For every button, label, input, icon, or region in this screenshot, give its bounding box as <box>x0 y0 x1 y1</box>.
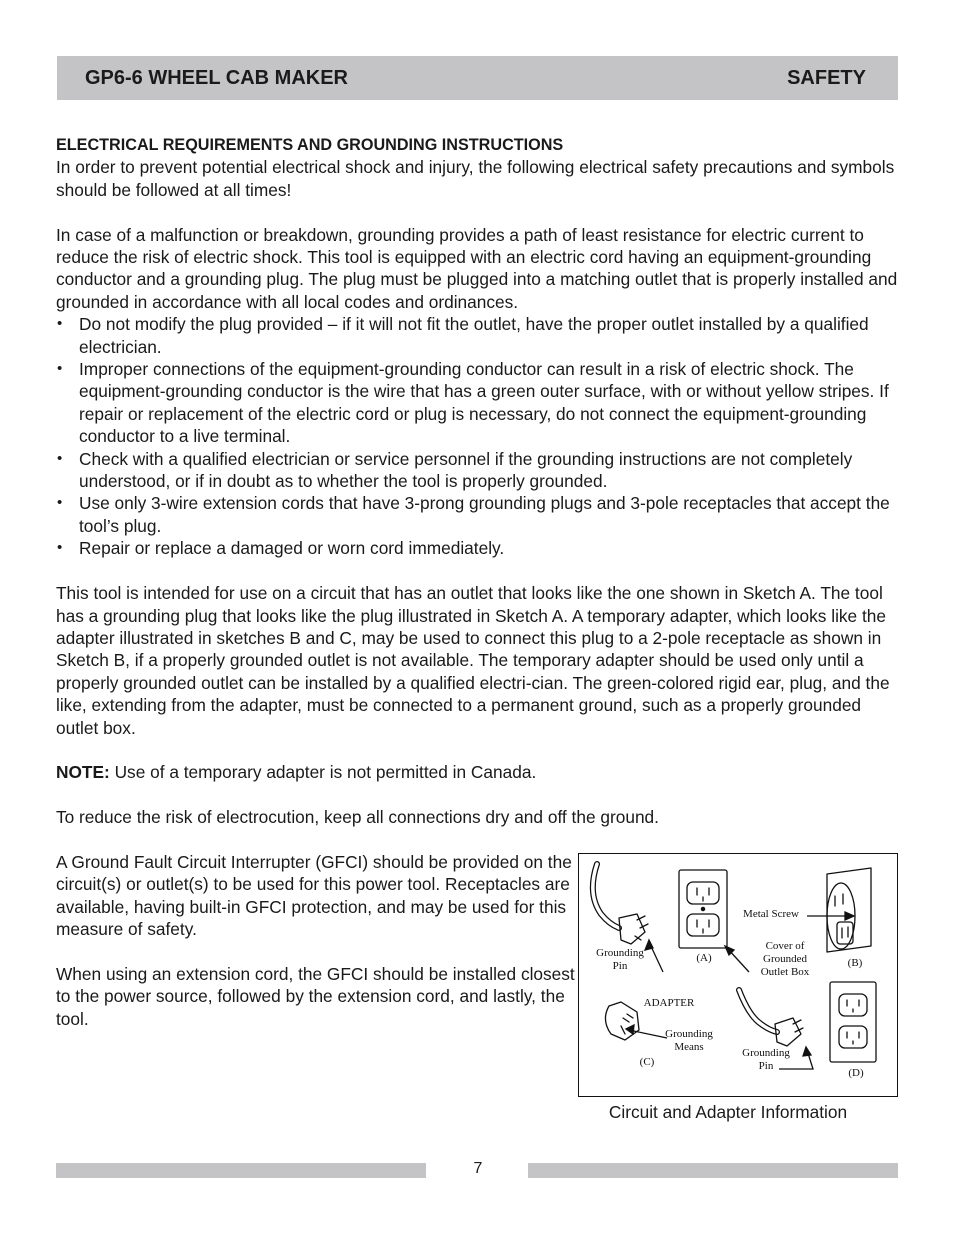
label-grounding-pin-a: Grounding Pin <box>596 947 644 972</box>
adapter-c <box>605 1002 639 1040</box>
note-paragraph <box>56 761 898 783</box>
label-sketch-a: (A) <box>696 952 712 964</box>
document-title: GP6-6 WHEEL CAB MAKER <box>85 67 348 89</box>
list-item: • Do not modify the plug provided – if it will not fit the outlet, have the proper outlet installed by a qualified electrician. <box>56 313 898 358</box>
extension-paragraph: When using an extension cord, the GFCI should be installed closest to the power source, followed by the extension cord, and lastly, the tool. <box>56 963 575 1029</box>
electrocution-paragraph: To reduce the risk of electrocution, keep all connections dry and off the ground. <box>56 807 659 828</box>
circuit-adapter-figure <box>578 853 898 1097</box>
label-sketch-d: (D) <box>848 1067 864 1079</box>
label-grounding-pin-d: Grounding Pin <box>742 1047 790 1072</box>
list-item: • Repair or replace a damaged or worn cord immediately. <box>56 537 898 559</box>
note-label: NOTE: <box>56 762 110 783</box>
label-sketch-b: (B) <box>847 957 863 969</box>
page-header <box>57 56 898 100</box>
safety-bullet-list <box>56 313 898 559</box>
list-item: • Improper connections of the equipment-grounding conductor can result in a risk of electric shock. The equipment-grounding conductor is the wire that has a green outer surface, with or without yellow stripes. If repair or replacement of the electric cord or plug is necessary, do not connect the equipment-grounding conductor to a live terminal. <box>56 358 898 448</box>
section-heading: ELECTRICAL REQUIREMENTS AND GROUNDING INSTRUCTIONS <box>56 136 564 154</box>
circuit-paragraph: This tool is intended for use on a circuit that has an outlet that looks like the one shown in Sketch A. The tool has a grounding plug that looks like the plug illustrated in Sketch A. A temporary adapter, which looks like the adapter illustrated in sketches B and C, may be used to connect this plug to a 2-pole receptacle as shown in Sketch B, if a properly grounded outlet is not available. The temporary adapter should be used only until a properly grounded outlet can be installed by a qualified electri-cian. The green-colored rigid ear, plug, and the like, extending from the adapter, must be connected to a permanent ground, such as a properly grounded outlet box. <box>56 583 890 738</box>
grounding-paragraph: In case of a malfunction or breakdown, grounding provides a path of least resistance for electric current to reduce the risk of electric shock. This tool is equipped with an electric cord having an equipment-grounding conductor and a grounding plug. The plug must be plugged into a matching outlet that is properly installed and grounded in accordance with all local codes and ordinances. <box>56 224 898 312</box>
list-item: • Check with a qualified electrician or service personnel if the grounding instructions are not completely understood, or if in doubt as to whether the tool is properly grounded. <box>56 448 898 493</box>
outlet-b <box>827 868 871 952</box>
footer-bar-left <box>56 1163 426 1178</box>
footer-bar-right <box>528 1163 898 1178</box>
label-cover-outlet: Cover of Grounded Outlet Box <box>760 940 810 978</box>
label-grounding-means: Grounding Means <box>665 1028 713 1053</box>
plug-cord-d <box>739 990 777 1032</box>
page-number: 7 <box>473 1160 483 1177</box>
list-item: • Use only 3-wire extension cords that have 3-prong grounding plugs and 3-pole receptacles that accept the tool’s plug. <box>56 492 898 537</box>
section-title: SAFETY <box>787 67 866 89</box>
note-text: Use of a temporary adapter is not permitted in Canada. <box>109 762 537 783</box>
label-adapter: ADAPTER <box>643 997 695 1009</box>
gfci-paragraph: A Ground Fault Circuit Interrupter (GFCI) should be provided on the circuit(s) or outlet(s) to be used for this power tool. Receptacles are available, having built-in GFCI protection, and may be used for this measure of safety. <box>56 851 572 940</box>
label-sketch-c: (C) <box>639 1056 655 1068</box>
figure-caption: Circuit and Adapter Information <box>608 1102 848 1122</box>
intro-paragraph: In order to prevent potential electrical shock and injury, the following electrical safety precautions and symbols should be followed at all times! <box>56 157 895 200</box>
label-metal-screw: Metal Screw <box>743 908 799 920</box>
